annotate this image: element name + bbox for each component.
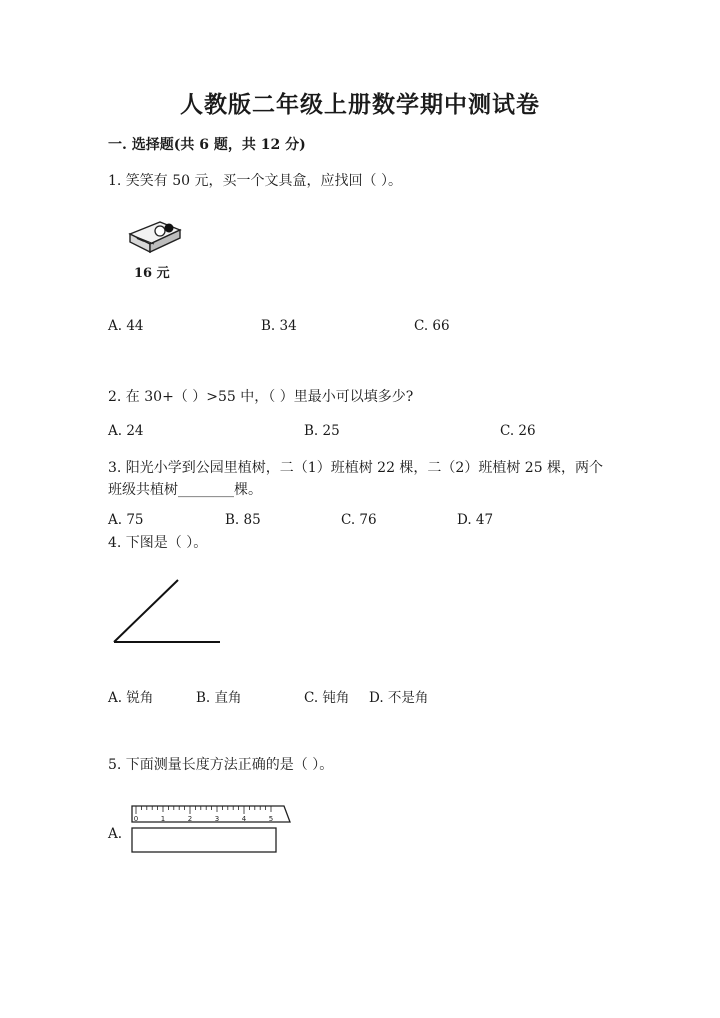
question-4-text: 4. 下图是（ ）。 — [108, 535, 208, 551]
q2-option-c: C. 26 — [500, 423, 536, 439]
q3-option-d: D. 47 — [457, 512, 494, 528]
ruler-tick-4: 4 — [241, 815, 247, 823]
q3-option-b: B. 85 — [225, 512, 261, 528]
question-3-text-line2: 班级共植树________棵。 — [108, 482, 262, 498]
ruler-tick-5: 5 — [268, 815, 274, 823]
q4-option-c: C. 钝角 — [304, 690, 350, 706]
question-3-text-line1: 3. 阳光小学到公园里植树，二（1）班植树 22 棵，二（2）班植树 25 棵，两个 — [108, 460, 604, 476]
ruler-tick-3: 3 — [214, 815, 220, 823]
pencil-box-image — [124, 216, 186, 260]
q1-option-b: B. 34 — [261, 318, 297, 334]
q1-option-a: A. 44 — [108, 318, 144, 334]
question-5-text: 5. 下面测量长度方法正确的是（ ）。 — [108, 757, 334, 773]
ruler-tick-1: 1 — [160, 815, 166, 823]
q5-option-a-label: A. — [108, 826, 123, 842]
question-1-text: 1. 笑笑有 50 元，买一个文具盒，应找回（ ）。 — [108, 173, 402, 189]
angle-ray-upper — [114, 580, 178, 642]
q3-option-a: A. 75 — [108, 512, 144, 528]
angle-figure — [108, 575, 228, 650]
q3-option-c: C. 76 — [341, 512, 377, 528]
ruler-icon — [132, 806, 290, 823]
pencil-box-icon — [130, 222, 180, 252]
ruler-measure-figure — [128, 804, 294, 856]
q4-option-a: A. 锐角 — [108, 690, 154, 706]
price-label: 16 元 — [134, 266, 170, 281]
section-heading: 一. 选择题(共 6 题，共 12 分) — [108, 137, 306, 153]
ruler-tick-0: 0 — [133, 815, 139, 823]
page-title: 人教版二年级上册数学期中测试卷 — [180, 91, 540, 118]
measured-rectangle — [132, 828, 276, 852]
q2-option-a: A. 24 — [108, 423, 144, 439]
question-2-text: 2. 在 30+（ ）>55 中，（ ）里最小可以填多少? — [108, 389, 414, 405]
q4-option-b: B. 直角 — [196, 690, 242, 706]
q4-option-d: D. 不是角 — [369, 690, 429, 706]
q1-option-c: C. 66 — [414, 318, 450, 334]
q2-option-b: B. 25 — [304, 423, 340, 439]
ruler-tick-2: 2 — [187, 815, 193, 823]
